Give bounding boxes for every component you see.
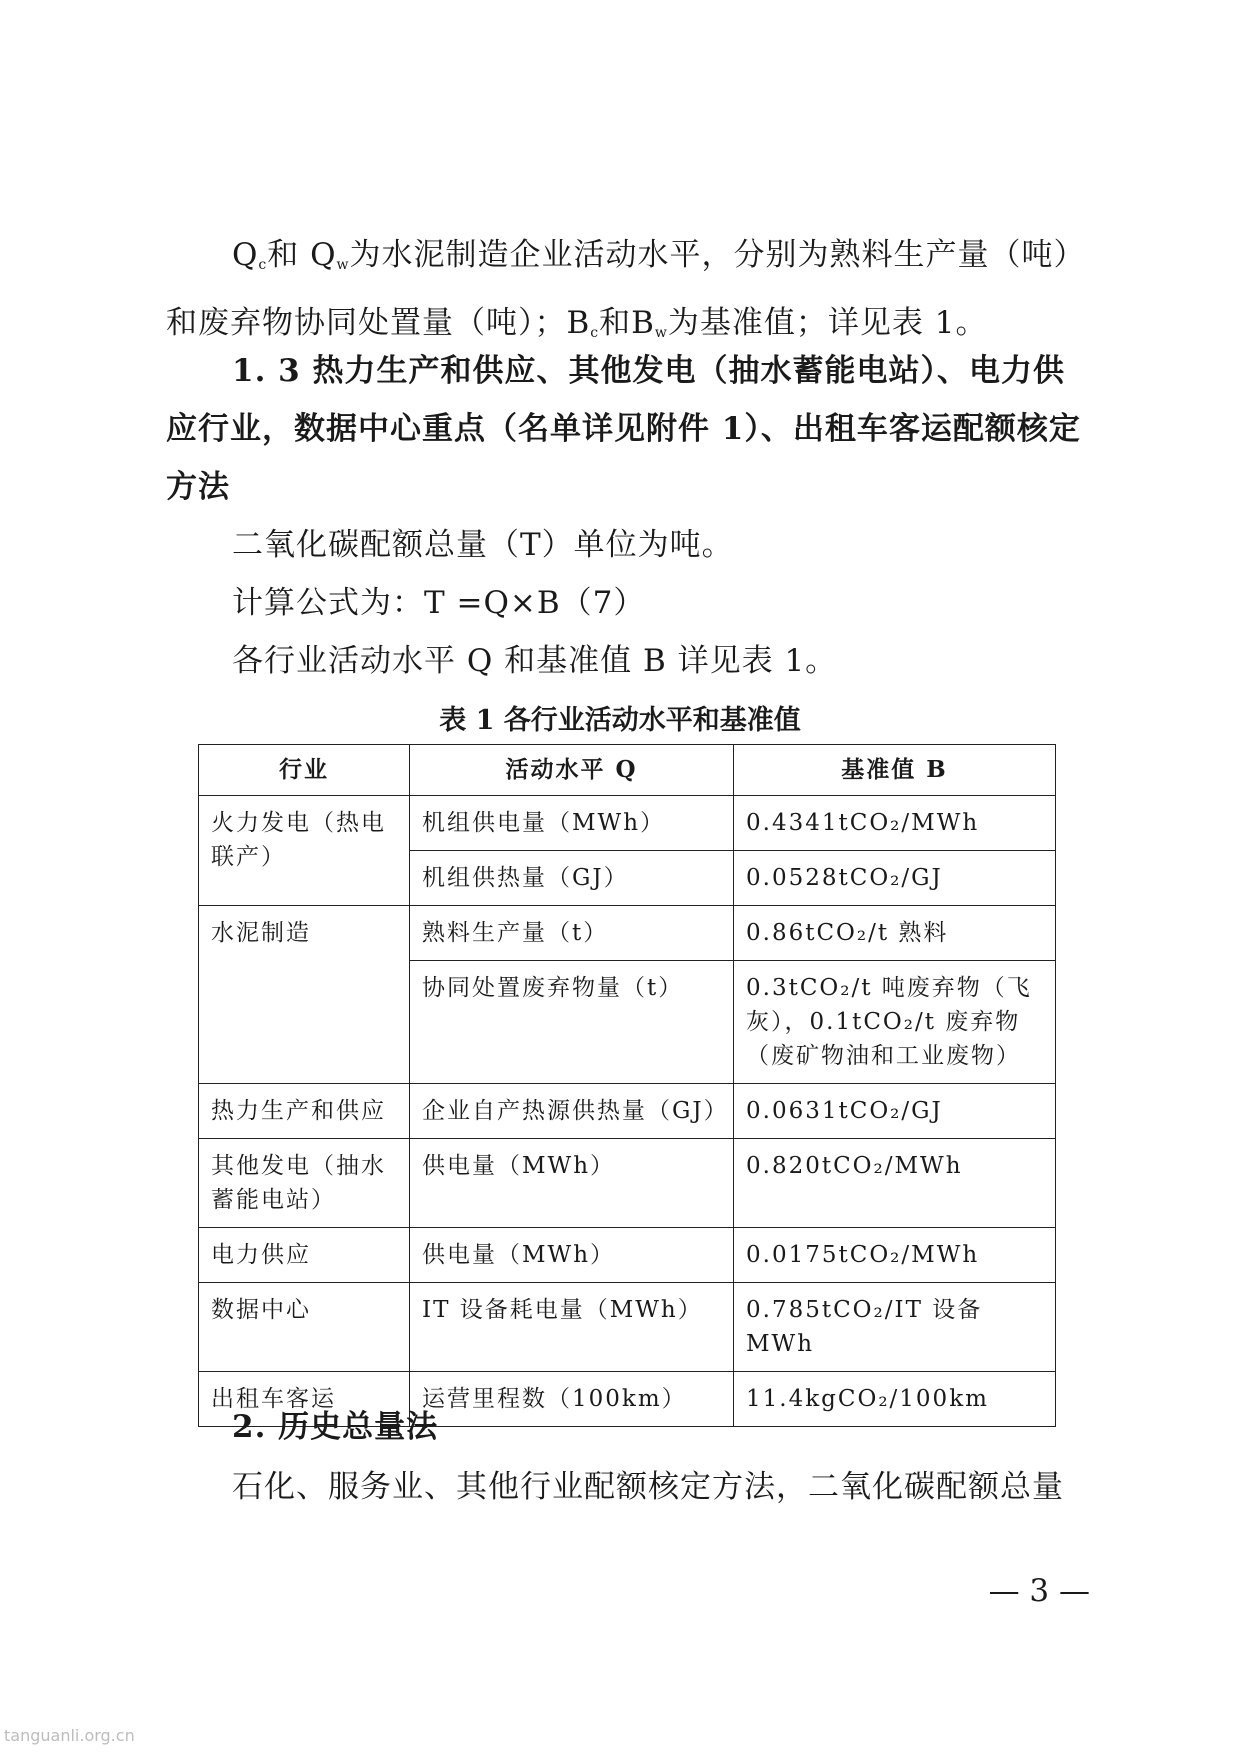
activity-cell: 企业自产热源供热量（GJ） (410, 1084, 734, 1139)
benchmark-cell: 0.0528tCO₂/GJ (734, 851, 1056, 906)
benchmark-table (198, 744, 1056, 1427)
benchmark-cell: 0.0175tCO₂/MWh (734, 1228, 1056, 1283)
text-fragment: 为基准值；详见表 1。 (667, 305, 988, 341)
table-row (199, 796, 1056, 851)
subscript-c: c (590, 325, 600, 341)
activity-cell: 供电量（MWh） (410, 1228, 734, 1283)
table-row (199, 1228, 1056, 1283)
paragraph-historical-method: 石化、服务业、其他行业配额核定方法，二氧化碳配额总量 (232, 1469, 1064, 1505)
industry-cell: 电力供应 (199, 1228, 410, 1283)
activity-cell: 运营里程数（100km） (410, 1372, 734, 1427)
text-fragment: 和 (267, 237, 311, 273)
industry-cell: 数据中心 (199, 1283, 410, 1372)
text-fragment: 为水泥制造企业活动水平，分别为熟料生产量（吨）和废弃物协同处置量（吨）； (166, 237, 1086, 341)
activity-cell: IT 设备耗电量（MWh） (410, 1283, 734, 1372)
paragraph-formula: 计算公式为：T =Q×B（7） (232, 585, 646, 621)
industry-cell: 其他发电（抽水蓄能电站） (199, 1139, 410, 1228)
symbol-b: B (566, 305, 591, 341)
benchmark-cell: 11.4kgCO₂/100km (734, 1372, 1056, 1427)
activity-cell: 机组供热量（GJ） (410, 851, 734, 906)
industry-cell: 出租车客运 (199, 1372, 410, 1427)
table-row (199, 906, 1056, 961)
benchmark-cell: 0.86tCO₂/t 熟料 (734, 906, 1056, 961)
header-benchmark: 基准值 B (734, 745, 1056, 796)
industry-cell: 水泥制造 (199, 906, 410, 1084)
table-row (199, 1139, 1056, 1228)
symbol-q: Q (232, 237, 259, 273)
activity-cell: 协同处置废弃物量（t） (410, 961, 734, 1084)
subscript-w: w (654, 325, 668, 341)
watermark: tanguanli.org.cn (4, 1726, 135, 1745)
activity-cell: 供电量（MWh） (410, 1139, 734, 1228)
paragraph-total-quota: 二氧化碳配额总量（T）单位为吨。 (232, 527, 734, 563)
industry-cell: 热力生产和供应 (199, 1084, 410, 1139)
activity-cell: 机组供电量（MWh） (410, 796, 734, 851)
benchmark-cell: 0.820tCO₂/MWh (734, 1139, 1056, 1228)
benchmark-cell: 0.0631tCO₂/GJ (734, 1084, 1056, 1139)
table-header-row (199, 745, 1056, 796)
symbol-q: Q (310, 237, 337, 273)
activity-cell: 熟料生产量（t） (410, 906, 734, 961)
page-number: — 3 — (988, 1573, 1090, 1609)
industry-cell: 火力发电（热电联产） (199, 796, 410, 906)
section-heading-1-3: 1. 3 热力生产和供应、其他发电（抽水蓄能电站）、电力供应行业，数据中心重点（名单详见附件 1）、出租车客运配额核定方法 (166, 353, 1081, 505)
table-row (199, 1084, 1056, 1139)
table-row (199, 1283, 1056, 1372)
section-heading-2: 2. 历史总量法 (232, 1409, 439, 1445)
benchmark-cell: 0.4341tCO₂/MWh (734, 796, 1056, 851)
text-fragment: 和 (599, 305, 632, 341)
paragraph-table-reference: 各行业活动水平 Q 和基准值 B 详见表 1。 (232, 643, 838, 679)
header-activity: 活动水平 Q (410, 745, 734, 796)
table-title: 表 1 各行业活动水平和基准值 (439, 705, 801, 736)
header-industry: 行业 (199, 745, 410, 796)
symbol-b: B (631, 305, 655, 341)
benchmark-cell: 0.3tCO₂/t 吨废弃物（飞灰），0.1tCO₂/t 废弃物（废矿物油和工业废物） (734, 961, 1056, 1084)
subscript-c: c (258, 257, 268, 273)
subscript-w: w (336, 257, 350, 273)
benchmark-cell: 0.785tCO₂/IT 设备 MWh (734, 1283, 1056, 1372)
